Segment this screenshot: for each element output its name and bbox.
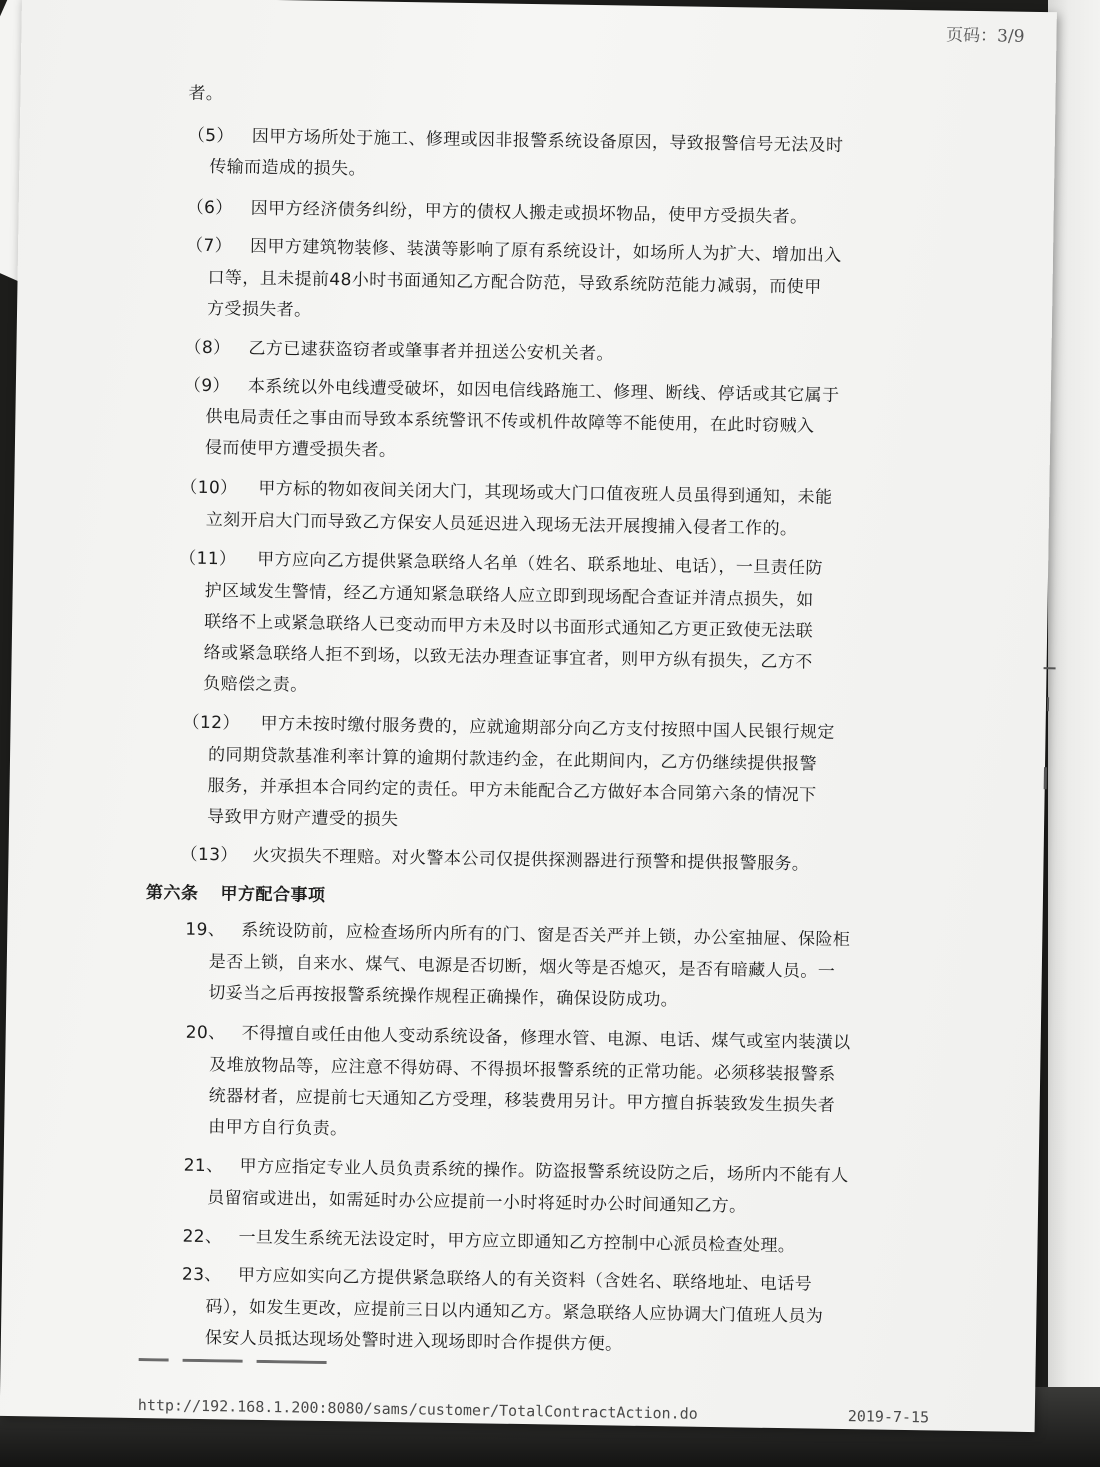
list-item-number: （5） xyxy=(187,125,235,147)
clause-line: 切妥当之后再按报警系统操作规程正确操作，确保设防成功。 xyxy=(208,983,679,1011)
list-item-number: （8） xyxy=(184,337,231,359)
list-item-line: 甲方未按时缴付服务费的，应就逾期部分向乙方支付按照中国人民银行规定 xyxy=(260,713,835,743)
list-item-line: 服务，并承担本合同约定的责任。甲方未能配合乙方做好本合同第六条的情况下 xyxy=(207,776,817,806)
clause-number: 22、 xyxy=(182,1226,223,1248)
list-item-line: 火灾损失不理赔。对火警本公司仅提供探测器进行预警和提供报警服务。 xyxy=(252,845,810,875)
section-number: 第六条 xyxy=(145,883,199,904)
list-item-line: 甲方标的物如夜间关闭大门，其现场或大门口值夜班人员虽得到通知，未能 xyxy=(258,478,833,508)
list-item-line: 的同期贷款基准利率计算的逾期付款违约金，在此期间内，乙方仍继续提供报警 xyxy=(207,745,818,775)
list-item-continuation xyxy=(188,83,223,106)
clause-number: 20、 xyxy=(185,1022,226,1044)
clause-line: 统器材者，应提前七天通知乙方受理，移装费用另计。甲方擅自拆装致发生损失者 xyxy=(208,1086,836,1116)
clause-line: 保安人员抵达现场处警时进入现场即时合作提供方便。 xyxy=(204,1328,623,1355)
list-item-line: 联络不上或紧急联络人已变动而甲方未及时以书面形式通知乙方更正致使无法联 xyxy=(204,611,814,642)
list-item-line: 护区域发生警情，经乙方通知紧急联络人应立即到现场配合查证并清点损失，如 xyxy=(204,580,814,611)
clause-line: 甲方应指定专业人员负责系统的操作。防盗报警系统设防之后，场所内不能有人 xyxy=(239,1156,849,1187)
cut-off-text-remnant xyxy=(138,1358,358,1369)
footer-url: http://192.168.1.200:8080/sams/customer/TotalContractAction.do xyxy=(137,1395,698,1423)
clause-line: 及堆放物品等，应注意不得妨碍、不得损坏报警系统的正常功能。必须移装报警系 xyxy=(209,1055,836,1085)
list-item-number: （9） xyxy=(183,375,231,397)
list-item-line: 口等，且未提前48小时书面通知乙方配合防范，导致系统防范能力减弱，而使甲 xyxy=(207,267,822,298)
list-item-number: （7） xyxy=(185,235,233,257)
footer-date: 2019-7-15 xyxy=(847,1407,930,1427)
clause-line: 码），如发生更改，应提前三日以内通知乙方。紧急联络人应协调大门值班人员为 xyxy=(205,1297,824,1327)
list-item-text: 者。 xyxy=(188,83,224,105)
section-heading xyxy=(146,878,326,906)
clause-number: 23、 xyxy=(181,1264,222,1286)
list-item-number: （6） xyxy=(186,197,233,219)
list-item-number: （13） xyxy=(180,844,238,866)
list-item-line: 甲方应向乙方提供紧急联络人名单（姓名、联系地址、电话），一旦责任防 xyxy=(257,549,823,579)
clause-line: 一旦发生系统无法设定时，甲方应立即通知乙方控制中心派员检查处理。 xyxy=(238,1227,796,1257)
list-item-line xyxy=(188,125,234,148)
list-item-line: 本系统以外电线遭受破坏，如因电信线路施工、修理、断线、停话或其它属于 xyxy=(247,376,840,406)
list-item-number: （11） xyxy=(179,548,237,570)
list-item-line: 因甲方场所处于施工、修理或因非报警系统设备原因，导致报警信号无法及时 xyxy=(251,126,844,156)
clause-number: 19、 xyxy=(185,919,226,941)
list-item-line: 乙方已逮获盗窃者或肇事者并扭送公安机关者。 xyxy=(248,338,615,365)
list-item-number: （12） xyxy=(182,712,240,734)
list-item-line: 因甲方建筑物装修、装潢等影响了原有系统设计，如场所人为扩大、增加出入 xyxy=(249,236,842,266)
list-item-line: 立刻开启大门而导致乙方保安人员延迟进入现场无法开展搜捕入侵者工作的。 xyxy=(205,509,798,540)
list-item-line: 传输而造成的损失。 xyxy=(209,156,367,180)
clause-line: 员留宿或进出，如需延时办公应提前一小时将延时办公时间通知乙方。 xyxy=(206,1188,747,1217)
section-title: 甲方配合事项 xyxy=(220,884,326,906)
clause-line: 系统设防前，应检查场所内所有的门、窗是否关严并上锁，办公室抽屉、保险柜 xyxy=(241,920,851,951)
page-number: 页码：3/9 xyxy=(945,25,1025,47)
list-item-line: 络或紧急联络人拒不到场，以致无法办理查证事宜者，则甲方纵有损失，乙方不 xyxy=(203,642,813,673)
list-item-line: 方受损失者。 xyxy=(206,298,312,321)
clause-line: 甲方应如实向乙方提供紧急联络人的有关资料（含姓名、联络地址、电话号 xyxy=(237,1265,813,1295)
clause-number: 21、 xyxy=(183,1155,224,1177)
clause-line: 由甲方自行负责。 xyxy=(208,1117,348,1140)
clause-line: 是否上锁，自来水、煤气、电源是否切断，烟火等是否熄灭，是否有暗藏人员。一 xyxy=(208,952,836,982)
clause-line: 不得擅自或任由他人变动系统设备，修理水管、电源、电话、煤气或室内装潢以 xyxy=(241,1023,851,1054)
list-item-line: 导致甲方财产遭受的损失 xyxy=(206,807,399,831)
margin-pen-marks xyxy=(1035,667,1058,827)
list-item-line: 供电局责任之事由而导致本系统警讯不传或机件故障等不能使用，在此时窃贼入 xyxy=(205,406,815,437)
list-item-number: （10） xyxy=(180,477,238,499)
list-item-line: 负赔偿之责。 xyxy=(203,673,308,696)
list-item-line: 侵而使甲方遭受损失者。 xyxy=(204,437,397,461)
list-item-line: 因甲方经济债务纠纷，甲方的债权人搬走或损坏物品，使甲方受损失者。 xyxy=(250,198,808,228)
